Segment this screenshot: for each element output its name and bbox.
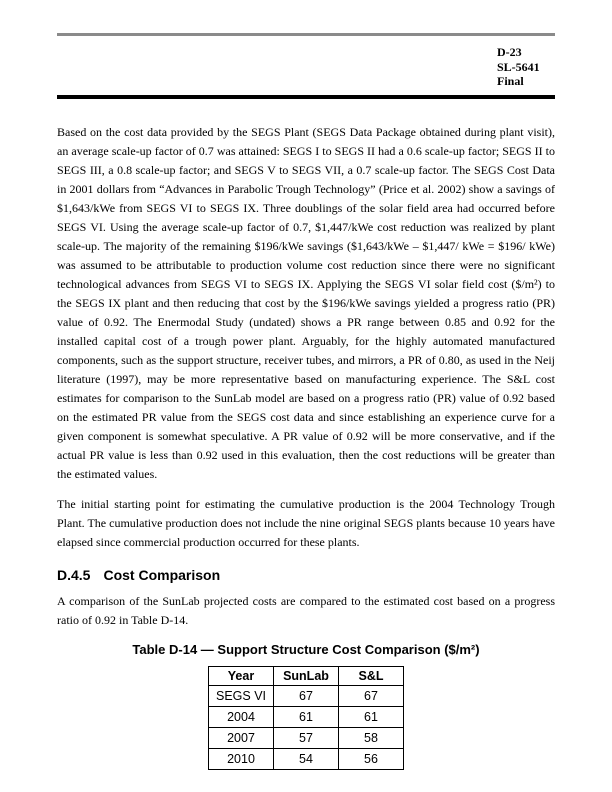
column-header-sl: S&L (339, 667, 404, 686)
table-cell-sl: 56 (339, 749, 404, 770)
section-title: Cost Comparison (103, 567, 221, 583)
table-row (209, 707, 404, 728)
document-number: SL-5641 (497, 59, 540, 74)
table-cell-year: 2004 (209, 707, 274, 728)
paragraph-cost-data: Based on the cost data provided by the SEGS Plant (SEGS Data Package obtained during plant visit), an average scale-up factor of 0.7 was attained: SEGS I to SEGS II had a 0.6 scale-up factor; SEGS II to SEGS III, a 0.8 scale-up factor; and SEGS V to SEGS VII, a 0.7 scale-up factor. The SEGS Cost Data in 2001 dollars from “Advances in Parabolic Trough Technology” (Price et al. 2002) show a savings of $1,643/kWe from SEGS VI to SEGS IX. Three doublings of the solar field area had occurred before SEGS VI. Using the average scale-up factor of 0.7, $1,447/kWe cost reduction was realized by plant scale-up. The majority of the remaining $196/kWe savings ($1,643/kWe – $1,447/ kWe = $196/ kWe) was assumed to be attributable to production volume cost reduction since there were no significant technological advances from SEGS VI to SEGS IX. Applying the SEGS VI solar field cost ($/m²) to the SEGS IX plant and then reducing that cost by the $196/kWe savings yielded a progress ratio (PR) value of 0.92. The Enermodal Study (undated) shows a PR range between 0.85 and 0.92 for the installed capital cost of a trough power plant. Arguably, for the highly automated manufactured components, such as the support structure, receiver tubes, and mirrors, a PR of 0.80, as used in the Neij literature (1997), may be more representative based on manufacturing experience. The S&L cost estimates for comparison to the SunLab model are based on a progress ratio (PR) value of 0.92 based on the estimated PR value from the SEGS cost data and since establishing an experience curve for a given component is somewhat speculative. A PR value of 0.92 will be more conservative, and if the actual PR value is less than 0.92 used in this evaluation, then the cost reductions will be greater than the estimated values. (57, 125, 555, 481)
table-cell-sunlab: 54 (274, 749, 339, 770)
table-row (209, 728, 404, 749)
table-cell-sl: 67 (339, 686, 404, 707)
table-cell-sunlab: 67 (274, 686, 339, 707)
table-row (209, 686, 404, 707)
header-rule-thick (57, 95, 555, 99)
paragraph-comparison-intro: A comparison of the SunLab projected costs are compared to the estimated cost based on a progress ratio of 0.92 in Table D-14. (57, 594, 555, 627)
table-cell-sl: 61 (339, 707, 404, 728)
table-row (209, 749, 404, 770)
page-number: D-23 (497, 45, 522, 59)
page-header (497, 45, 540, 89)
table-cell-sunlab: 61 (274, 707, 339, 728)
table-cell-sl: 58 (339, 728, 404, 749)
document-status: Final (497, 74, 524, 89)
table-cell-year: SEGS VI (209, 686, 274, 707)
table-cell-sunlab: 57 (274, 728, 339, 749)
column-header-year: Year (209, 667, 274, 686)
section-heading (57, 567, 555, 583)
table-caption: Table D-14 — Support Structure Cost Comparison ($/m²) (132, 642, 480, 657)
table-header-row (209, 667, 404, 686)
section-number: D.4.5 (57, 567, 91, 583)
column-header-sunlab: SunLab (274, 667, 339, 686)
cost-comparison-table (208, 666, 404, 770)
page-content (57, 123, 555, 770)
table-cell-year: 2010 (209, 749, 274, 770)
header-rule-thin (57, 33, 555, 36)
paragraph-cumulative-production: The initial starting point for estimating the cumulative production is the 2004 Technology Trough Plant. The cumulative production does not include the nine original SEGS plants because 10 years have elapsed since commercial production occurred for these plants. (57, 497, 555, 549)
table-cell-year: 2007 (209, 728, 274, 749)
